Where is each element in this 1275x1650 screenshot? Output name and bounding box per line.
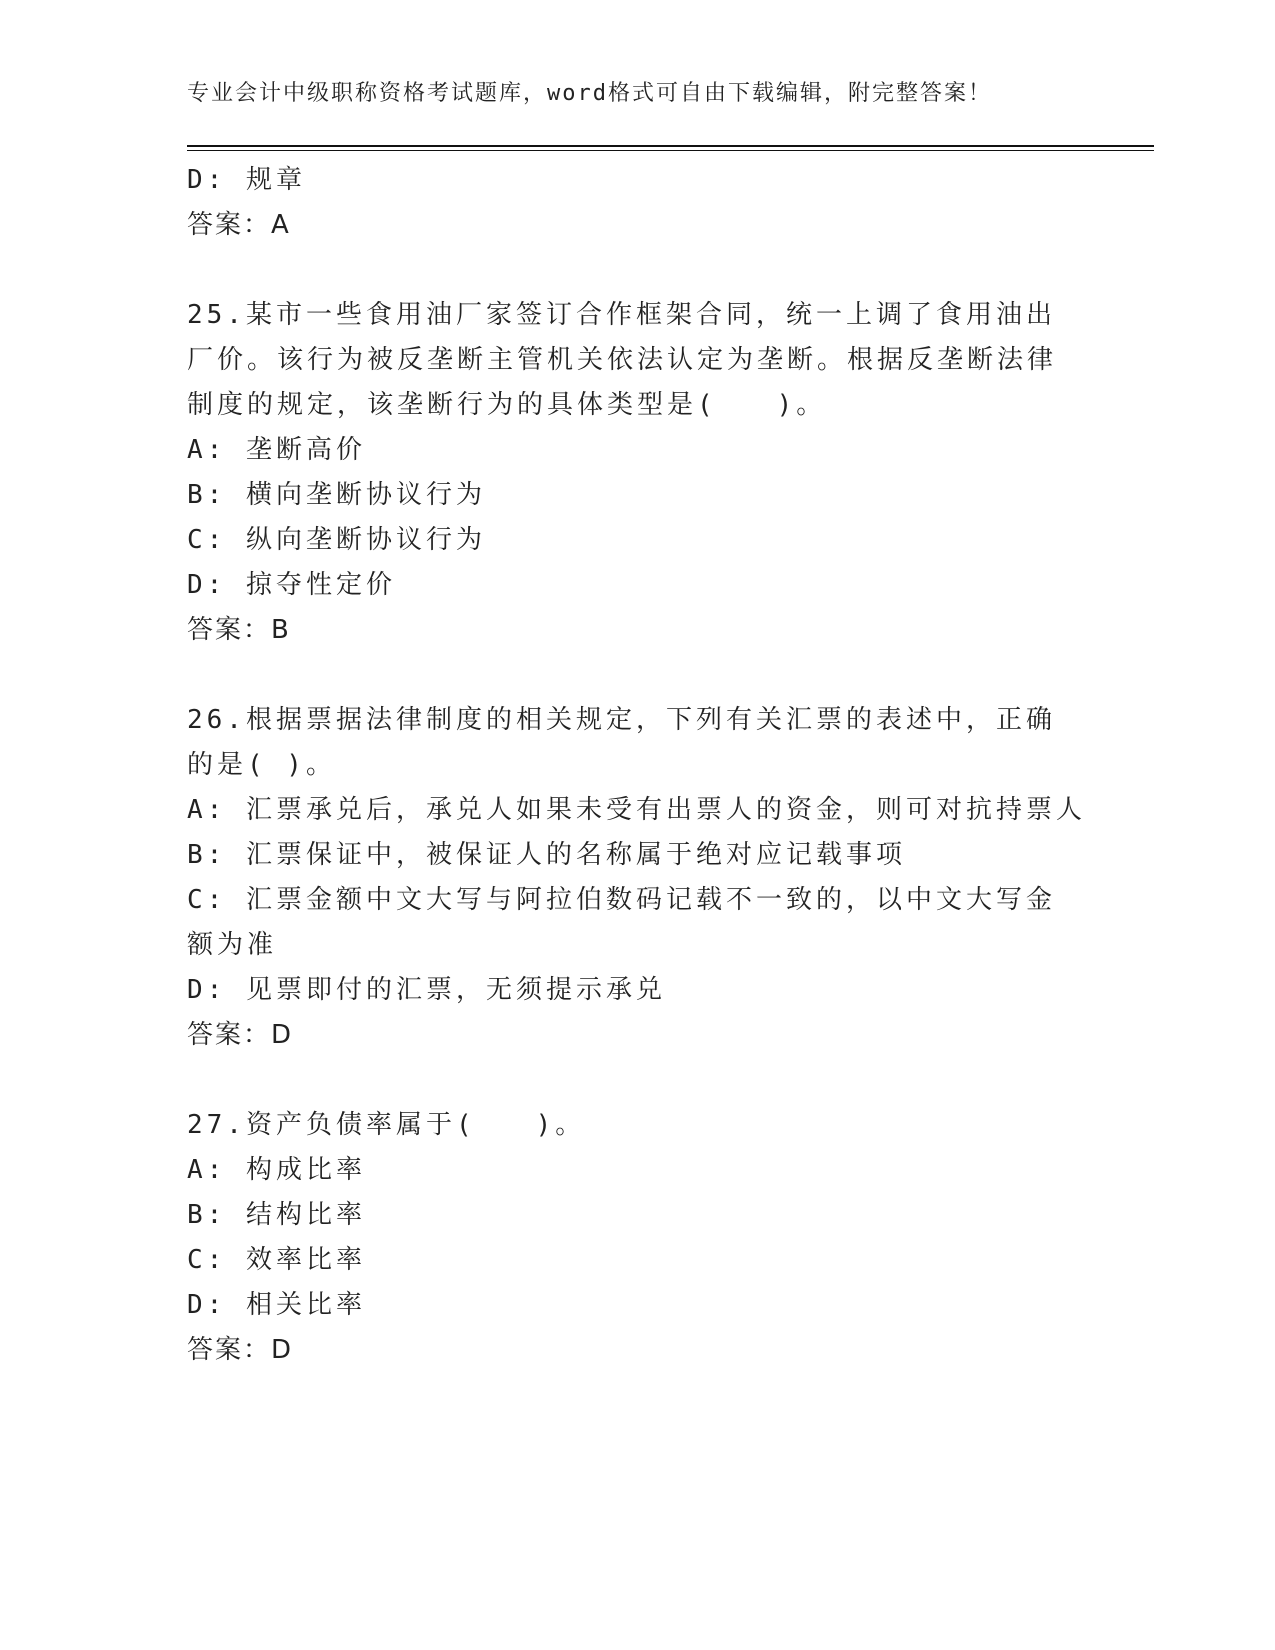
- option-b: B: 汇票保证中，被保证人的名称属于绝对应记载事项: [187, 840, 906, 870]
- option-d: D: 掠夺性定价: [187, 570, 396, 600]
- option-b: B: 横向垄断协议行为: [187, 480, 486, 510]
- question-block-25: [187, 293, 1087, 653]
- option-a: A: 垄断高价: [187, 435, 366, 465]
- option-d: D: 见票即付的汇票，无须提示承兑: [187, 975, 666, 1005]
- carry-over-option-d: D: 规章: [187, 165, 306, 195]
- question-block-27: [187, 1103, 1087, 1373]
- question-answer: 答案：B: [187, 615, 291, 645]
- option-b: B: 结构比率: [187, 1200, 366, 1230]
- option-a: A: 汇票承兑后，承兑人如果未受有出票人的资金，则可对抗持票人: [187, 795, 1086, 825]
- option-d: D: 相关比率: [187, 1290, 366, 1320]
- option-c: C: 纵向垄断协议行为: [187, 525, 486, 555]
- question-answer: 答案：D: [187, 1020, 294, 1050]
- document-body: [187, 158, 1087, 1373]
- page-header-title: 专业会计中级职称资格考试题库，word格式可自由下载编辑，附完整答案！: [187, 81, 992, 106]
- question-answer: 答案：D: [187, 1335, 294, 1365]
- option-c: C: 汇票金额中文大写与阿拉伯数码记载不一致的，以中文大写金额为准: [187, 885, 1056, 960]
- question-stem: 27.资产负债率属于( )。: [187, 1110, 586, 1140]
- option-a: A: 构成比率: [187, 1155, 366, 1185]
- carry-over-answer: 答案：A: [187, 210, 291, 240]
- question-stem: 25.某市一些食用油厂家签订合作框架合同，统一上调了食用油出厂价。该行为被反垄断主管机关依法认定为垄断。根据反垄断法律制度的规定，该垄断行为的具体类型是( )。: [187, 300, 1058, 420]
- option-c: C: 效率比率: [187, 1245, 366, 1275]
- question-stem: 26.根据票据法律制度的相关规定，下列有关汇票的表述中，正确的是( )。: [187, 705, 1056, 780]
- spacer: [187, 1058, 1087, 1103]
- header-divider-thick: [187, 145, 1154, 147]
- spacer: [187, 653, 1087, 698]
- spacer: [187, 248, 1087, 293]
- header-divider-thin: [187, 150, 1154, 151]
- question-block-26: [187, 698, 1087, 1058]
